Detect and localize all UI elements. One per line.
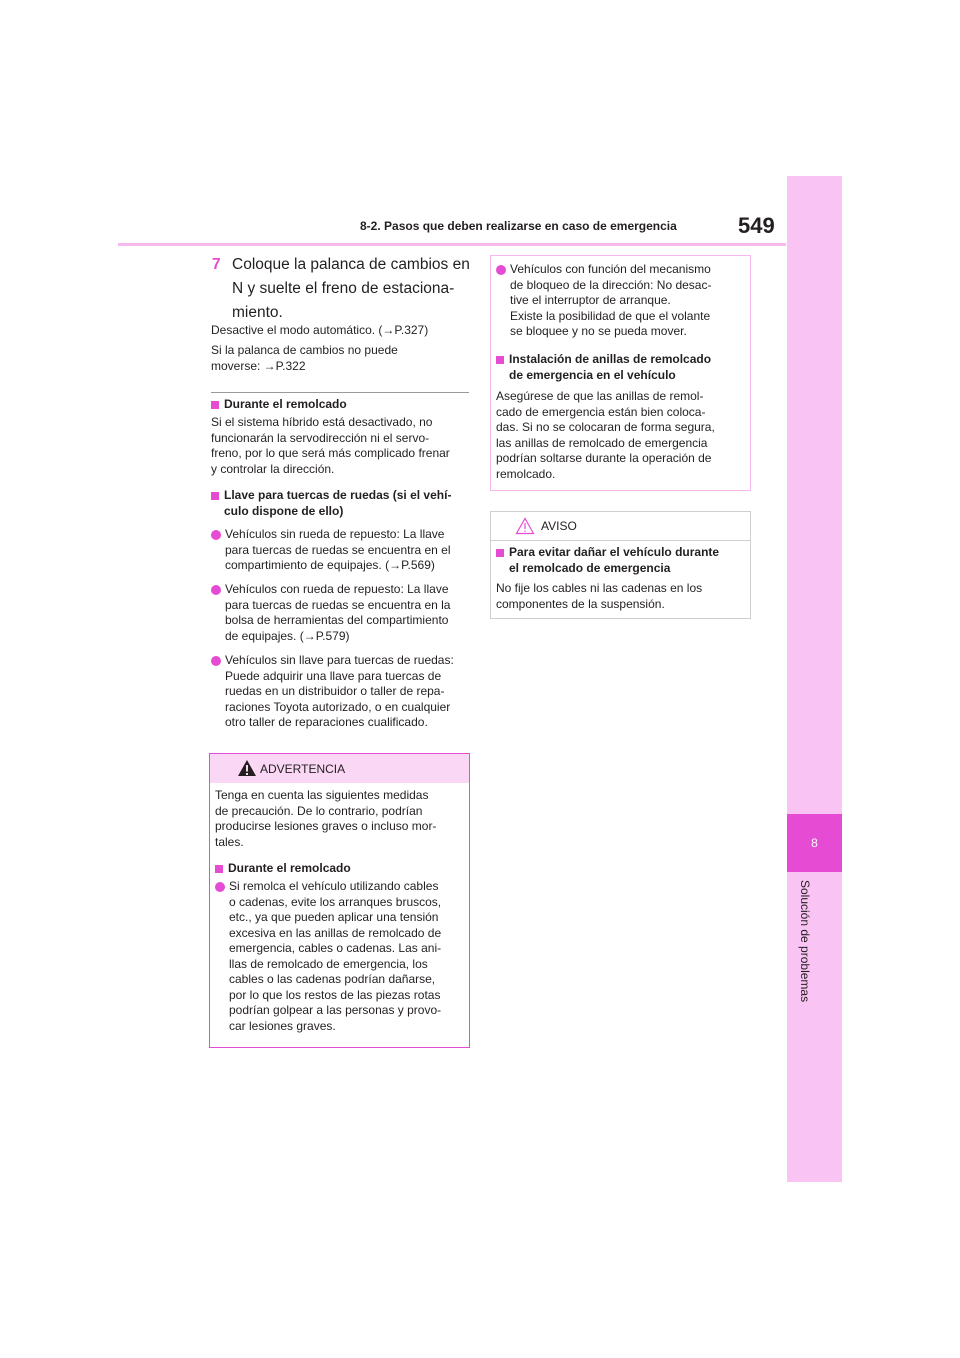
list-item [496,262,748,340]
chapter-title: Solución de problemas [798,880,812,1003]
warning-line: o cadenas, evite los arranques bruscos, [229,894,442,909]
warning-title: ADVERTENCIA [260,762,346,776]
list-line: ruedas en un distribuidor o taller de repa- [225,684,445,698]
notice-heading-line: Para evitar dañar el vehículo durante [509,545,720,559]
notice-line: componentes de la suspensión. [496,596,665,611]
step-line-1: Coloque la palanca de cambios en [232,256,470,273]
tow-hook-heading [496,352,748,383]
tow-hook-line: las anillas de remolcado de emergencia [496,435,708,450]
warning-line: llas de remolcado de emergencia, los [229,956,428,971]
note-auto-mode[interactable]: Desactive el modo automático. (→P.327) [211,323,429,337]
towing-line: y controlar la dirección. [211,461,335,476]
list-item [211,653,473,731]
notice-paragraph [496,581,748,612]
notice-heading [496,545,748,576]
tow-hook-line: remolcado. [496,466,556,481]
towing-line: Si el sistema híbrido está desactivado, no [211,415,433,429]
circle-bullet-icon [211,530,221,540]
warning-line: Si remolca el vehículo utilizando cables [229,879,439,893]
warning-line: emergencia, cables o cadenas. Las ani- [229,941,442,955]
warning-box [209,753,470,1048]
wrench-heading-line: Llave para tuercas de ruedas (si el vehí- [224,488,452,502]
tow-hook-line: Asegúrese de que las anillas de remol- [496,389,704,403]
warning-line: etc., ya que pueden aplicar una tensión [229,910,439,924]
towing-heading-text: Durante el remolcado [224,397,347,411]
circle-bullet-icon [215,882,225,892]
towing-heading [211,397,473,413]
list-line: Vehículos con rueda de repuesto: La llave [225,582,449,596]
warning-line: cables o las cadenas podrían dañarse, [229,972,436,986]
list-line: Vehículos con función del mecanismo [510,262,711,276]
wrench-heading-line: culo dispone de ello) [224,503,344,518]
list-line: otro taller de reparaciones cualificado. [225,715,428,729]
list-line: bolsa de herramientas del compartimiento [225,613,449,627]
circle-bullet-icon [211,585,221,595]
warning-line: por lo que los restos de las piezas rotas [229,987,441,1002]
list-line: se bloquee y no se pueda mover. [510,324,687,338]
warning-triangle-icon [237,759,257,777]
list-line: para tuercas de ruedas se encuentra en el [225,542,451,557]
list-item [211,582,473,644]
list-line: de bloqueo de la dirección: No desac- [510,277,712,292]
notice-header [491,512,750,541]
warning-intro [215,788,467,850]
caution-triangle-icon [515,517,535,535]
header-divider [118,243,786,246]
square-bullet-icon [496,549,504,557]
notice-heading-line: el remolcado de emergencia [509,560,671,575]
circle-bullet-icon [496,265,506,275]
chapter-title-tab [798,880,828,1030]
circle-bullet-icon [211,656,221,666]
step-line-3: miento. [232,304,283,321]
tow-hook-line: cado de emergencia están bien coloca- [496,404,706,419]
notice-line: No fije los cables ni las cadenas en los [496,581,703,595]
step-number: 7 [212,256,221,273]
wrench-heading [211,488,473,519]
tow-hook-paragraph [496,389,748,482]
chapter-number-tab[interactable] [787,814,842,872]
list-line: para tuercas de ruedas se encuentra en la [225,597,451,612]
warning-list-item [215,879,467,1034]
list-line[interactable]: compartimiento de equipajes. (→P.569) [225,558,435,572]
towing-line: freno, por lo que será más complicado frenar [211,446,450,460]
square-bullet-icon [215,865,223,873]
notice-title: AVISO [541,519,577,533]
list-line[interactable]: de equipajes. (→P.579) [225,628,350,643]
square-bullet-icon [211,492,219,500]
note-shift-line-2[interactable]: moverse: →P.322 [211,358,306,373]
chapter-number: 8 [811,836,818,850]
warning-header [210,754,469,783]
tow-hook-line: podrían soltarse durante la operación de [496,451,712,465]
tow-hook-line: das. Si no se colocaran de forma segura, [496,420,715,434]
list-line: Vehículos sin rueda de repuesto: La llave [225,527,445,541]
chapter-tab-band [787,176,842,1182]
warning-line: excesiva en las anillas de remolcado de [229,925,442,940]
list-line: tive el interruptor de arranque. [510,293,671,307]
tow-hook-heading-line: Instalación de anillas de remolcado [509,352,712,366]
list-line: Vehículos sin llave para tuercas de ruedas: [225,653,454,667]
list-line: Puede adquirir una llave para tuercas de [225,668,442,683]
towing-line: funcionarán la servodirección ni el servo- [211,430,430,445]
section-title: 8-2. Pasos que deben realizarse en caso de emergencia [360,219,677,233]
square-bullet-icon [496,356,504,364]
step-instruction [212,253,472,325]
warning-intro-line: de precaución. De lo contrario, podrían [215,803,423,818]
warning-heading [215,861,467,877]
step-line-2: N y suelte el freno de estaciona- [232,280,455,297]
notice-box [490,511,751,619]
page-number: 549 [738,213,775,238]
note-shift-line-1: Si la palanca de cambios no puede [211,343,398,357]
warning-intro-line: producirse lesiones graves o incluso mor- [215,819,437,833]
warning-continued-box [490,255,751,491]
note-shift-lever [211,343,473,374]
warning-line: car lesiones graves. [229,1018,336,1033]
warning-heading-text: Durante el remolcado [228,861,351,875]
warning-intro-line: Tenga en cuenta las siguientes medidas [215,788,429,802]
list-item [211,527,473,574]
towing-paragraph [211,415,473,477]
square-bullet-icon [211,401,219,409]
section-divider [211,392,469,393]
list-line: Existe la posibilidad de que el volante [510,308,711,323]
list-line: raciones Toyota autorizado, o en cualquier [225,699,451,714]
tow-hook-heading-line: de emergencia en el vehículo [509,367,676,382]
warning-intro-line: tales. [215,834,244,849]
warning-line: podrían golpear a las personas y provo- [229,1003,442,1017]
